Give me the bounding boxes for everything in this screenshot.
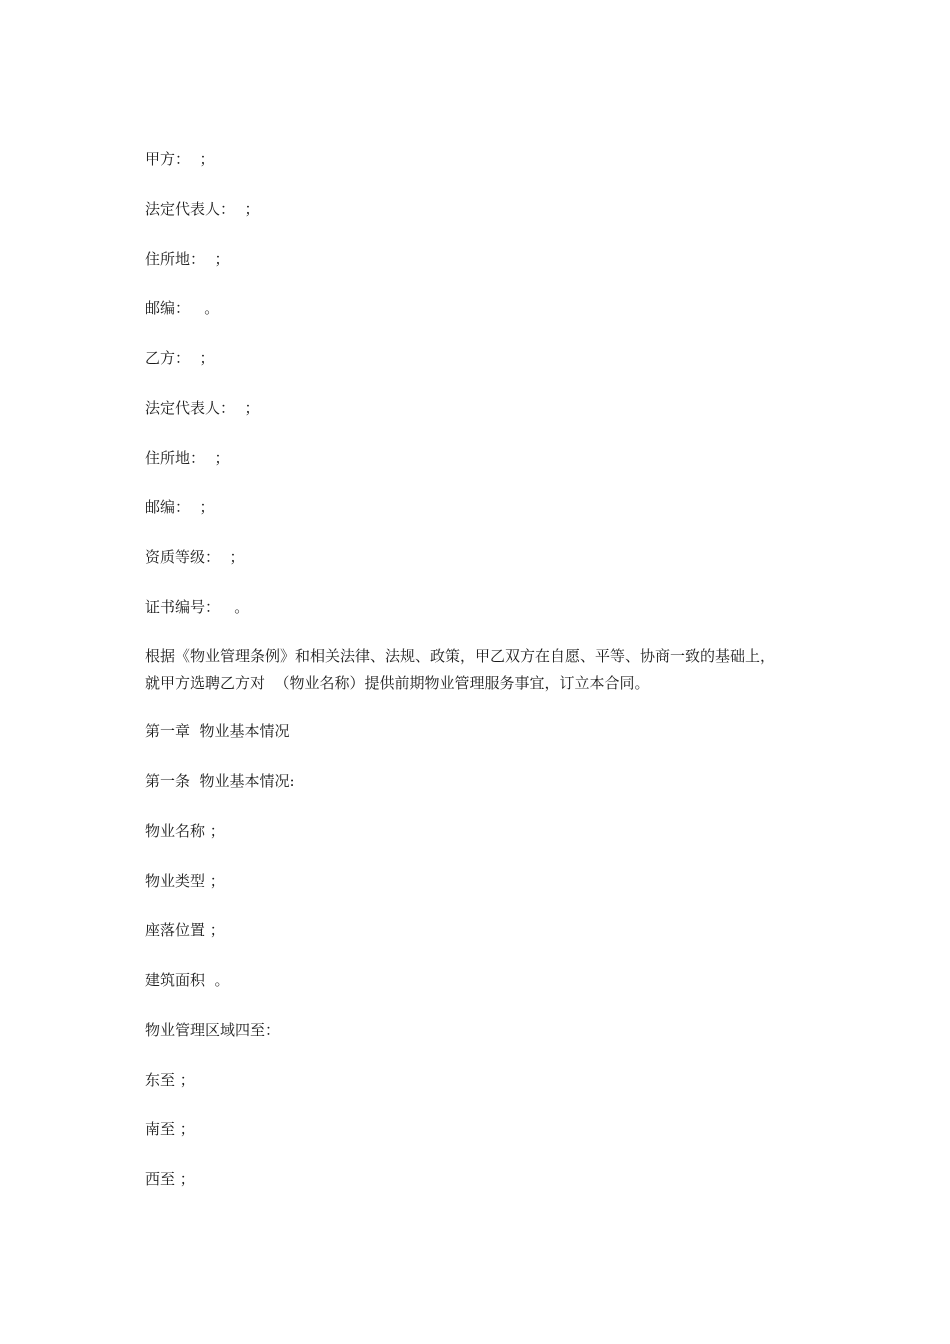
- building-area-field: 建筑面积 。: [145, 971, 230, 989]
- boundary-west: 西至 ；: [145, 1170, 195, 1188]
- preamble-line-1: 根据《物业管理条例》和相关法律、法规、政策，甲乙双方在自愿、平等、协商一致的基础上，: [145, 647, 776, 665]
- party-a-postcode: 邮编： 。: [145, 299, 220, 317]
- party-b-address: 住所地： ；: [145, 449, 230, 467]
- property-type-field: 物业类型 ；: [145, 872, 225, 890]
- party-a-representative: 法定代表人： ；: [145, 200, 260, 218]
- preamble-line-2: 就甲方选聘乙方对 （物业名称）提供前期物业管理服务事宜，订立本合同。: [145, 674, 650, 692]
- party-a-address: 住所地： ；: [145, 250, 230, 268]
- boundary-south: 南至 ；: [145, 1120, 195, 1138]
- chapter-1-title: 第一章 物业基本情况: [145, 722, 290, 740]
- party-b-name: 乙方： ；: [145, 349, 215, 367]
- property-name-field: 物业名称 ；: [145, 822, 225, 840]
- party-b-certificate: 证书编号： 。: [145, 598, 250, 616]
- boundary-title: 物业管理区域四至：: [145, 1021, 281, 1039]
- preamble-paragraph: [145, 643, 815, 697]
- party-b-postcode: 邮编： ；: [145, 498, 215, 516]
- property-location-field: 座落位置 ；: [145, 921, 225, 939]
- article-1-title: 第一条 物业基本情况:: [145, 772, 295, 790]
- party-a-name: 甲方： ；: [145, 150, 215, 168]
- party-b-qualification: 资质等级： ；: [145, 548, 245, 566]
- boundary-east: 东至 ；: [145, 1071, 195, 1089]
- party-b-representative: 法定代表人： ；: [145, 399, 260, 417]
